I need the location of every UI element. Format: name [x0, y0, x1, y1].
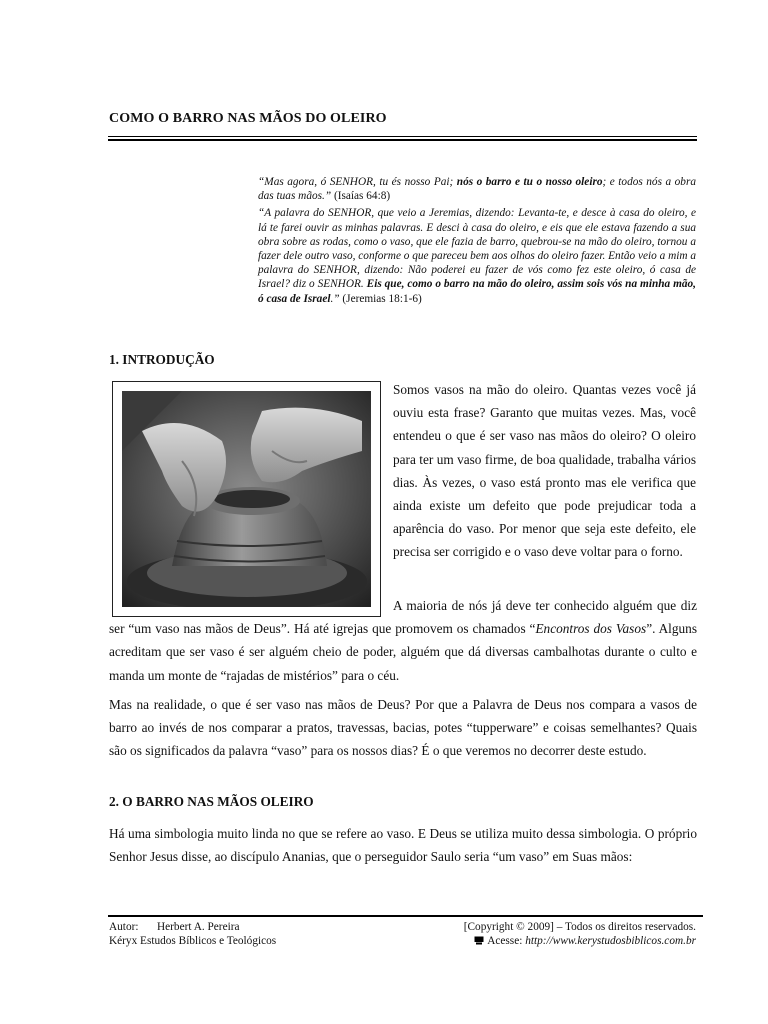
footer-divider [108, 915, 703, 917]
page-title: COMO O BARRO NAS MÃOS DO OLEIRO [109, 111, 387, 126]
quote-reference: (Jeremias 18:1-6) [339, 292, 422, 305]
quote-isaias [258, 175, 696, 203]
paragraph-text-a: A maioria de nós já deve ter conhecido alguém que diz ser “um vaso nas mãos de Deus”. Há até igrejas que promovem os chamados “ [109, 598, 697, 637]
quote-bold: nós o barro e tu o nosso oleiro [456, 176, 603, 188]
paragraph-text [109, 594, 697, 687]
quote-text: “Mas agora, ó SENHOR, tu és nosso Pai; [258, 176, 457, 188]
quote-jeremias [258, 206, 696, 305]
photo-frame [112, 381, 381, 617]
section-heading-barro: 2. O BARRO NAS MÃOS OLEIRO [109, 794, 314, 809]
potter-hands-photo [122, 391, 371, 607]
paragraph-text: Há uma simbologia muito linda no que se refere ao vaso. E Deus se utiliza muito dessa simbologia. O próprio Senhor Jesus disse, ao discípulo Ananias, que o perseguidor Saulo seria “um vaso” em Suas mãos: [109, 826, 697, 865]
quote-reference: (Isaías 64:8) [331, 190, 391, 203]
paragraph-text-b: ”. Alguns acreditam que ser vaso é ser alguém cheio de poder, alguém que dá diversas cambalhotas durante o culto e manda um monte de “rajadas de mistérios” para o céu. [109, 621, 697, 683]
computer-icon [474, 936, 484, 945]
access-label: Acesse: [487, 934, 526, 947]
copyright-text: [Copyright © 2009] – Todos os direitos reservados. [463, 921, 696, 933]
footer-author [109, 921, 276, 948]
quote-text: ; e todos nós a obra das tuas mãos.” [258, 176, 696, 203]
epigraph-quotes [258, 175, 696, 309]
section-heading-introducao: 1. INTRODUÇÃO [109, 352, 215, 367]
author-label: Autor: [109, 921, 139, 933]
title-divider [108, 136, 697, 138]
title-divider-thick [108, 139, 697, 141]
quote-bold: Eis que, como o barro na mão do oleiro, assim sois vós na minha mão, ó casa de Israel [258, 278, 696, 305]
footer-copyright [464, 921, 696, 948]
paragraph-text: Mas na realidade, o que é ser vaso nas mãos de Deus? Por que a Palavra de Deus nos compara a vasos de barro ao invés de nos comparar a pratos, travessas, bacias, potes “tupperware” e coisas semelhantes? Quais são os significados da palavra “vaso” para os nossos dias? É o que veremos no decorrer deste estudo. [109, 697, 697, 759]
intro-paragraph-1 [393, 378, 696, 564]
section2-paragraph-1 [109, 822, 697, 868]
author-name: Herbert A. Pereira [157, 921, 240, 933]
paragraph-text: Somos vasos na mão do oleiro. Quantas vezes você já ouviu esta frase? Garanto que muitas vezes. Mas, você entendeu o que é ser vaso nas mãos do oleiro? O oleiro para ter um vaso firme, de boa qualidade, trabalha vários dias. Às vezes, o vaso está pronto mas ele verifica que ainda existe um defeito que pode prejudicar toda a aparência do vaso. Por menor que seja este defeito, ele precisa ser corrigido e o vaso deve voltar para o forno. [393, 382, 696, 560]
intro-paragraph-2 [109, 594, 697, 687]
quote-text: .” [330, 292, 340, 305]
quote-text: “A palavra do SENHOR, que veio a Jeremias, dizendo: Levanta-te, e desce à casa do oleiro, e lá te farei ouvir as minhas palavras. E desci à casa do oleiro, e eis que ele estava fazendo a sua obra sobre as rodas, como o vaso, que ele fazia de barro, quebrou-se na mão do oleiro, tornou a fazer dele outro vaso, conforme o que pareceu bem aos olhos do oleiro fazer. Então veio a mim a palavra do SENHOR, dizendo: Não poderei eu fazer de vós como fez este oleiro, ó casa de Israel? diz o SENHOR. [258, 207, 697, 291]
intro-paragraph-3 [109, 693, 697, 763]
organization-name: Kéryx Estudos Bíblicos e Teológicos [109, 934, 277, 947]
paragraph-italic: Encontros dos Vasos [535, 621, 647, 637]
website-link[interactable]: http://www.kerystudosbiblicos.com.br [525, 934, 696, 947]
